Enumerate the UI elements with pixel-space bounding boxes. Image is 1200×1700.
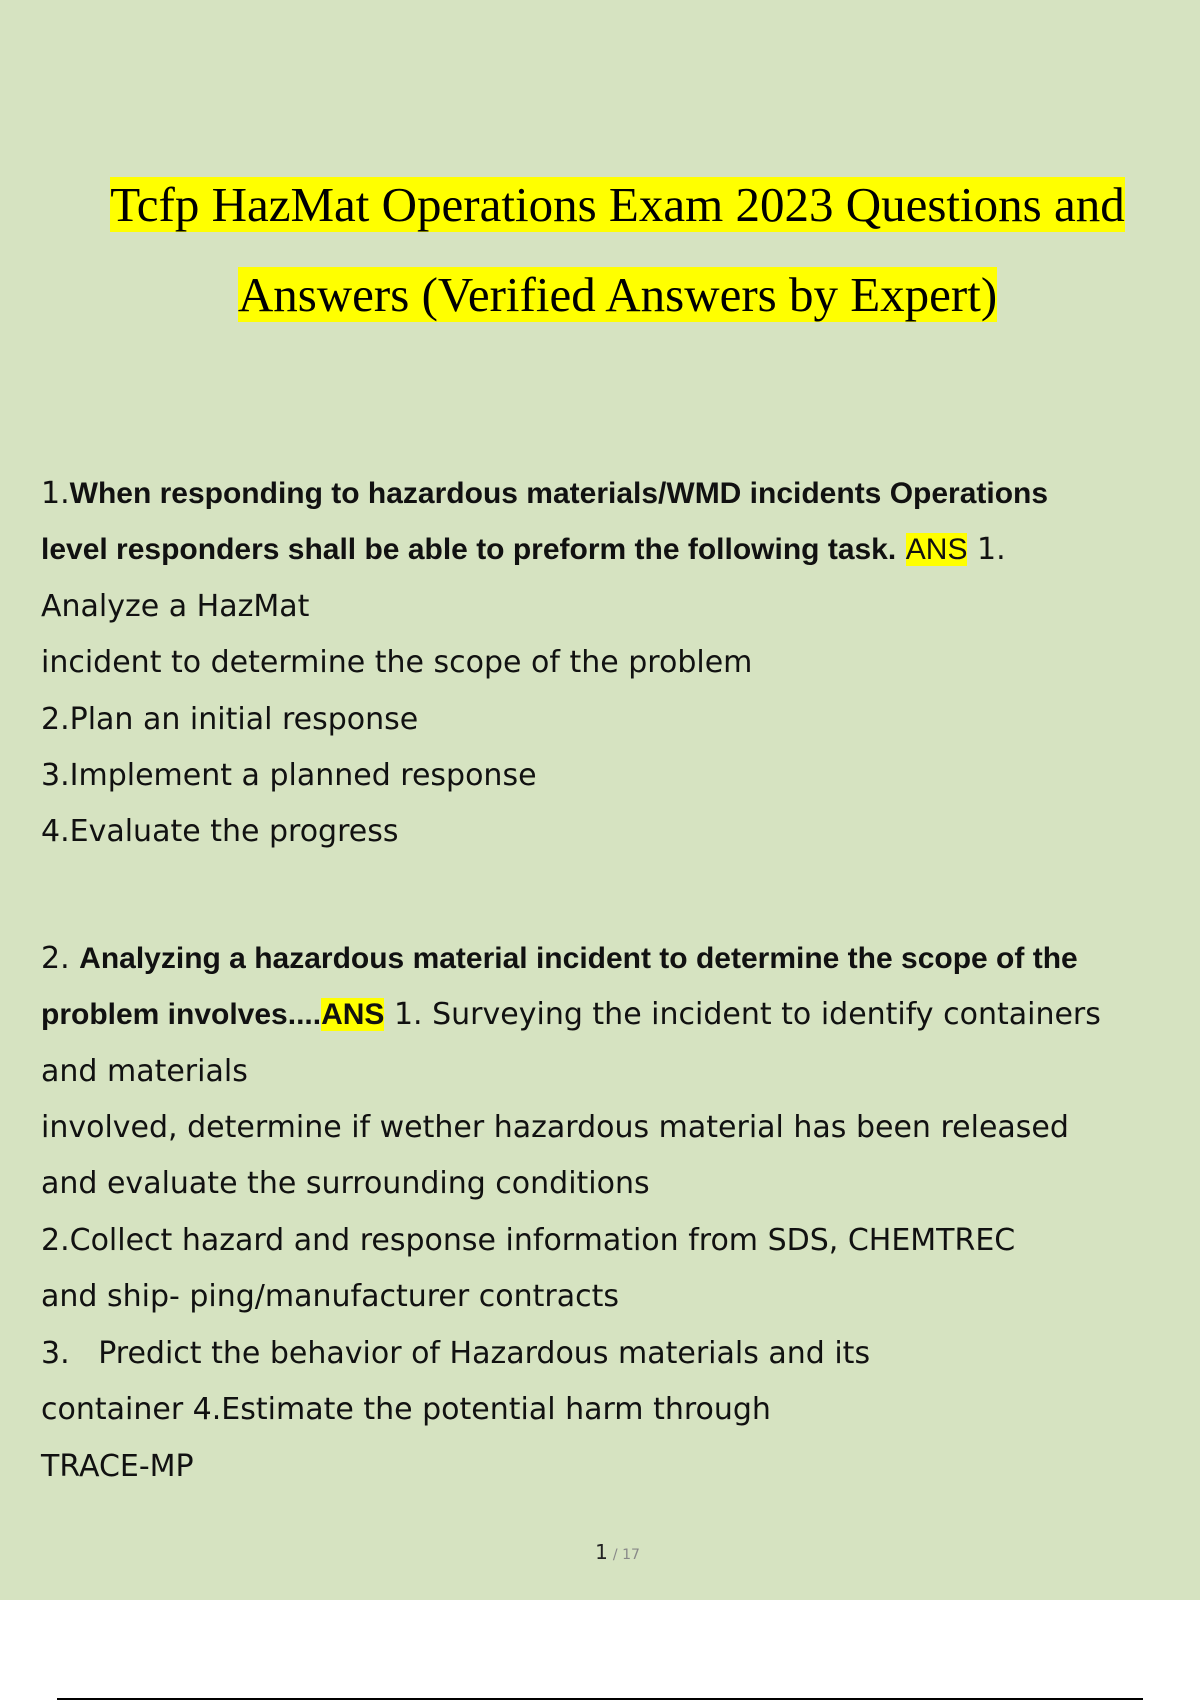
answer-1-line: incident to determine the scope of the problem bbox=[41, 645, 753, 681]
question-1-number: 1. bbox=[41, 476, 70, 511]
question-2-number: 2. bbox=[41, 940, 70, 976]
total-pages: / 17 bbox=[612, 1547, 640, 1563]
answer-2-start: 1. Surveying the incident to identify containers bbox=[393, 997, 1101, 1033]
answer-1-line: Analyze a HazMat bbox=[41, 588, 310, 624]
questions-content bbox=[41, 466, 1191, 1495]
answer-2-label: ANS bbox=[321, 998, 385, 1032]
question-1-text-part-2: level responders shall be able to preform the following task. bbox=[41, 533, 897, 567]
question-1-text-part-1: When responding to hazardous materials/WMD incidents Operations bbox=[69, 477, 1049, 510]
title-line-2: Answers (Verified Answers by Expert) bbox=[237, 267, 998, 322]
answer-1-start: 1. bbox=[977, 532, 1006, 568]
answer-1-line: 2.Plan an initial response bbox=[41, 701, 419, 737]
question-2-line-1 bbox=[41, 931, 1191, 987]
spacer bbox=[41, 861, 1191, 931]
question-1-line-2 bbox=[41, 522, 1191, 578]
document-title bbox=[40, 160, 1195, 340]
title-line-1: Tcfp HazMat Operations Exam 2023 Questions and bbox=[110, 177, 1125, 232]
answer-2-line: container 4.Estimate the potential harm through bbox=[41, 1392, 771, 1428]
answer-2-line: and materials bbox=[41, 1053, 248, 1089]
answer-1-line: 4.Evaluate the progress bbox=[41, 814, 399, 850]
answer-2-line: TRACE-MP bbox=[41, 1448, 194, 1484]
answer-2-line: and ship- ping/manufacturer contracts bbox=[41, 1279, 619, 1315]
current-page: 1 bbox=[595, 1540, 608, 1564]
answer-2-line: and evaluate the surrounding conditions bbox=[41, 1166, 650, 1202]
question-2-text-part-1: Analyzing a hazardous material incident to determine the scope of the bbox=[79, 941, 1078, 975]
answer-1-label: ANS bbox=[905, 533, 968, 567]
answer-1-line: 3.Implement a planned response bbox=[41, 758, 537, 794]
page-indicator bbox=[0, 1540, 1200, 1564]
question-2-line-2 bbox=[41, 987, 1191, 1043]
question-2-text-part-2: problem involves.... bbox=[41, 998, 322, 1032]
answer-2-line: 2.Collect hazard and response information from SDS, CHEMTREC bbox=[41, 1222, 1016, 1258]
answer-2-line: 3. Predict the behavior of Hazardous materials and its bbox=[41, 1335, 871, 1371]
answer-2-line: involved, determine if wether hazardous material has been released bbox=[41, 1110, 1069, 1146]
question-1-line-1 bbox=[41, 466, 1191, 522]
